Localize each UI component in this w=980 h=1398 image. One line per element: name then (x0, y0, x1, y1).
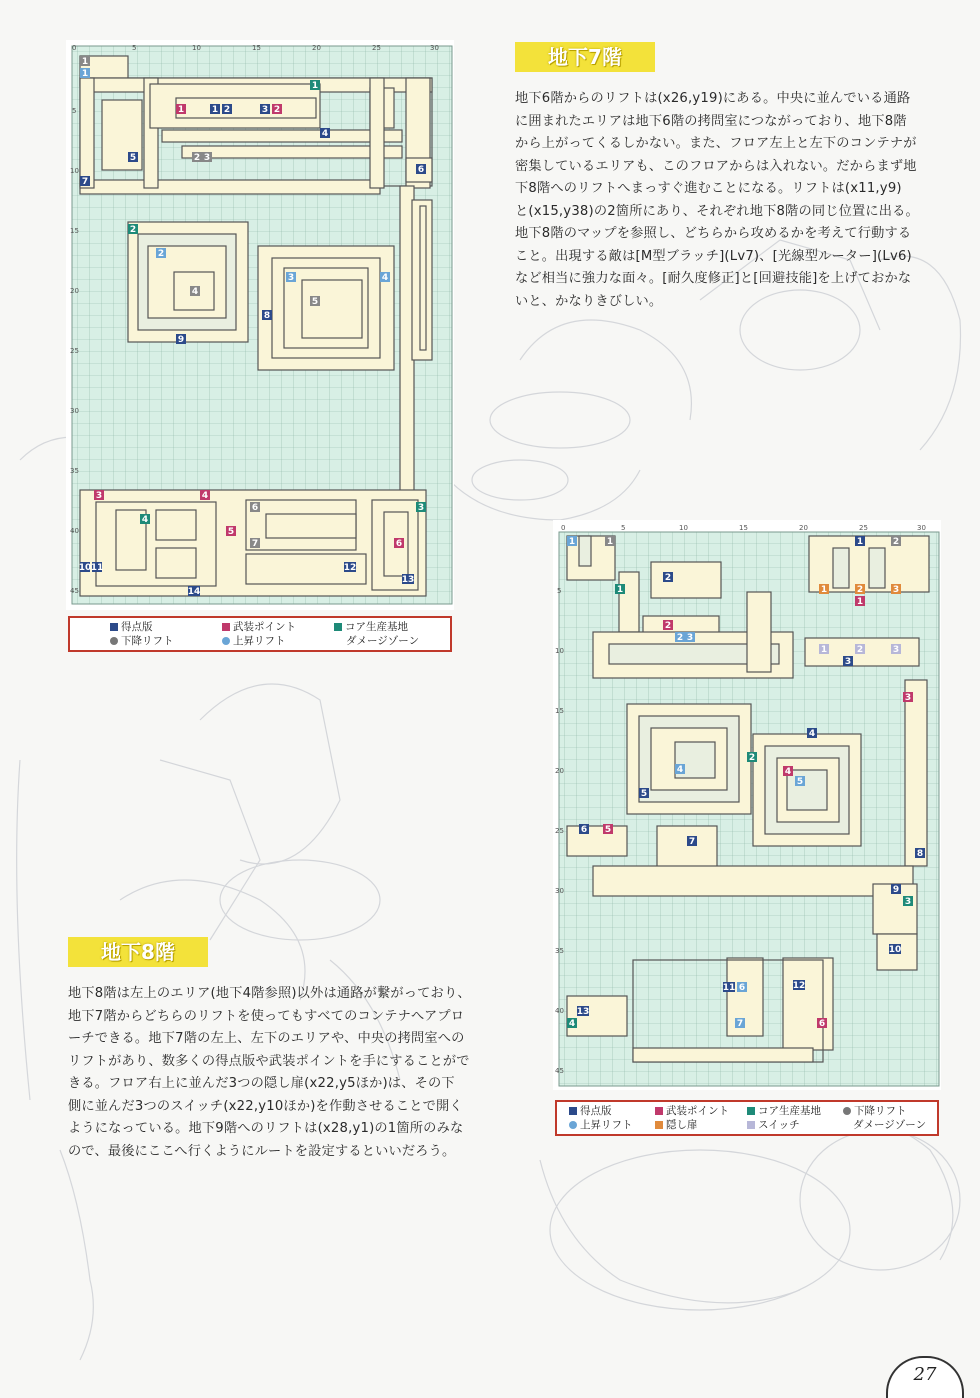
b7-body-text: 地下6階からのリフトは(x26,y19)にある。中央に並んでいる通路 に囲まれたエリアは地下6階の拷問室につながっており、地下8階 から上がってくるしかない。また、フロア左上と左下のコンテナが 密集しているエリアも、このフロアからは入れない。だからまず地 下8階へのリフトへまっすぐ進むことになる。リフトは(x11,y9) と(x15,y38)の2箇所にあり、それぞれ地下8階の同じ位置に出る。 地下8階のマップを参照し、どちらから攻めるかを考えて行動する こと。出現する敵は[M型ブラッチ](Lv7)、[光線型ルーター](Lv6) など相当に強力な面々。[耐久度修正]と[回避技能]を上げておかな いと、かなりきびしい。 (515, 91, 919, 309)
svg-text:2: 2 (748, 753, 756, 763)
svg-text:5: 5 (604, 825, 612, 835)
svg-text:2: 2 (157, 249, 165, 259)
b8-legend-item: 下降リフト (843, 1105, 907, 1118)
svg-text:35: 35 (70, 467, 79, 475)
svg-text:4: 4 (141, 515, 149, 525)
svg-text:1: 1 (606, 537, 614, 547)
b7-floor-map (66, 40, 454, 610)
b7-legend-item: 得点版 (110, 621, 153, 634)
svg-text:1: 1 (820, 585, 828, 595)
svg-text:25: 25 (372, 44, 381, 52)
svg-text:4: 4 (381, 273, 389, 283)
svg-text:5: 5 (640, 789, 648, 799)
hidden-door-icon (655, 1121, 663, 1129)
svg-text:6: 6 (251, 503, 259, 513)
svg-text:5: 5 (311, 297, 319, 307)
svg-text:4: 4 (784, 767, 792, 777)
svg-text:5: 5 (796, 777, 804, 787)
svg-text:3: 3 (844, 657, 852, 667)
svg-text:5: 5 (557, 587, 562, 595)
svg-text:30: 30 (917, 524, 926, 532)
svg-text:2: 2 (273, 105, 281, 115)
svg-text:7: 7 (251, 539, 259, 549)
svg-text:2: 2 (676, 633, 684, 643)
b8-floor-map (553, 520, 941, 1090)
svg-text:2: 2 (129, 225, 137, 235)
svg-text:15: 15 (739, 524, 748, 532)
svg-text:2: 2 (664, 573, 672, 583)
svg-text:2: 2 (664, 621, 672, 631)
b8-legend-item: スイッチ (747, 1119, 800, 1132)
svg-text:1: 1 (177, 105, 185, 115)
b7-legend-item: コア生産基地 (334, 621, 408, 634)
svg-text:40: 40 (555, 1007, 564, 1015)
svg-text:10: 10 (70, 167, 79, 175)
svg-text:30: 30 (430, 44, 439, 52)
svg-text:20: 20 (70, 287, 79, 295)
b8-legend-item: コア生産基地 (747, 1105, 821, 1118)
svg-text:2: 2 (892, 537, 900, 547)
svg-text:25: 25 (859, 524, 868, 532)
svg-text:1: 1 (81, 69, 89, 79)
svg-text:20: 20 (555, 767, 564, 775)
svg-text:3: 3 (261, 105, 269, 115)
core-base-icon (334, 623, 342, 631)
svg-text:7: 7 (736, 1019, 744, 1029)
svg-text:13: 13 (576, 1007, 590, 1017)
b7-legend (68, 616, 452, 652)
svg-text:5: 5 (621, 524, 626, 532)
score-board-icon (569, 1107, 577, 1115)
b7-legend-item: 武装ポイント (222, 621, 296, 634)
b8-legend-item: ダメージゾーン (853, 1119, 927, 1131)
svg-text:9: 9 (892, 885, 900, 895)
svg-text:6: 6 (580, 825, 588, 835)
svg-text:11: 11 (90, 563, 104, 573)
up-lift-icon (222, 637, 230, 645)
up-lift-icon (569, 1121, 577, 1129)
svg-text:45: 45 (555, 1067, 564, 1075)
svg-text:20: 20 (799, 524, 808, 532)
svg-text:30: 30 (555, 887, 564, 895)
svg-text:5: 5 (227, 527, 235, 537)
svg-text:1: 1 (568, 537, 576, 547)
svg-text:8: 8 (263, 311, 271, 321)
svg-text:15: 15 (70, 227, 79, 235)
svg-text:4: 4 (321, 129, 329, 139)
svg-text:15: 15 (555, 707, 564, 715)
svg-text:3: 3 (95, 491, 103, 501)
score-board-icon (110, 623, 118, 631)
svg-text:1: 1 (616, 585, 624, 595)
svg-text:4: 4 (191, 287, 199, 297)
svg-text:15: 15 (252, 44, 261, 52)
svg-text:2: 2 (193, 153, 201, 163)
svg-text:45: 45 (70, 587, 79, 595)
svg-text:4: 4 (808, 729, 816, 739)
weapon-point-icon (655, 1107, 663, 1115)
b8-legend-item: 武装ポイント (655, 1105, 729, 1118)
svg-text:3: 3 (892, 585, 900, 595)
svg-text:5: 5 (132, 44, 137, 52)
b8-legend-item: 上昇リフト (569, 1119, 633, 1132)
switch-icon (747, 1121, 755, 1129)
down-lift-icon (110, 637, 118, 645)
core-base-icon (747, 1107, 755, 1115)
svg-text:10: 10 (555, 647, 564, 655)
svg-text:6: 6 (417, 165, 425, 175)
svg-text:1: 1 (211, 105, 219, 115)
svg-text:3: 3 (686, 633, 694, 643)
svg-text:1: 1 (311, 81, 319, 91)
svg-text:1: 1 (856, 597, 864, 607)
svg-text:1: 1 (81, 57, 89, 67)
svg-text:3: 3 (417, 503, 425, 513)
svg-text:13: 13 (401, 575, 415, 585)
svg-text:10: 10 (78, 563, 92, 573)
svg-text:12: 12 (343, 563, 357, 573)
page-number: 27 (886, 1356, 964, 1398)
b8-heading: 地下8階 (68, 937, 208, 967)
svg-text:40: 40 (70, 527, 79, 535)
b7-heading: 地下7階 (515, 42, 655, 72)
svg-text:4: 4 (568, 1019, 576, 1029)
svg-text:4: 4 (676, 765, 684, 775)
svg-text:2: 2 (223, 105, 231, 115)
b7-legend-item: ダメージゾーン (346, 635, 420, 647)
svg-text:2: 2 (856, 645, 864, 655)
down-lift-icon (843, 1107, 851, 1115)
svg-text:7: 7 (688, 837, 696, 847)
svg-text:10: 10 (192, 44, 201, 52)
b7-legend-item: 下降リフト (110, 635, 174, 648)
b8-legend (555, 1100, 939, 1136)
b8-body-text: 地下8階は左上のエリア(地下4階参照)以外は通路が繋がっており、 地下7階からどちらのリフトを使ってもすべてのコンテナへアプロ ーチできる。地下7階の左上、左下のエリアや、中央の拷問室への リフトがあり、数多くの得点版や武装ポイントを手にすることがで きる。フロア右上に並んだ3つの隠し扉(x22,y5ほか)は、その下 側に並んだ3つのスイッチ(x22,y10ほか)を作動させることで開く ようになっている。地下9階へのリフトは(x28,y1)の1箇所のみな ので、最後にここへ行くようにルートを設定するといいだろう。 (68, 986, 471, 1159)
svg-text:25: 25 (70, 347, 79, 355)
svg-text:6: 6 (738, 983, 746, 993)
svg-text:20: 20 (312, 44, 321, 52)
weapon-point-icon (222, 623, 230, 631)
svg-text:0: 0 (72, 44, 77, 52)
svg-text:0: 0 (561, 524, 566, 532)
svg-text:7: 7 (81, 177, 89, 187)
svg-text:1: 1 (856, 537, 864, 547)
svg-text:3: 3 (904, 897, 912, 907)
svg-text:3: 3 (203, 153, 211, 163)
svg-text:14: 14 (187, 587, 201, 597)
svg-text:10: 10 (888, 945, 902, 955)
svg-text:25: 25 (555, 827, 564, 835)
svg-text:5: 5 (129, 153, 137, 163)
svg-text:8: 8 (916, 849, 924, 859)
svg-text:5: 5 (72, 107, 77, 115)
svg-text:3: 3 (892, 645, 900, 655)
b8-legend-item: 隠し扉 (655, 1119, 698, 1132)
svg-text:1: 1 (820, 645, 828, 655)
svg-text:6: 6 (395, 539, 403, 549)
svg-text:2: 2 (856, 585, 864, 595)
svg-text:12: 12 (792, 981, 806, 991)
svg-text:9: 9 (177, 335, 185, 345)
svg-text:11: 11 (722, 983, 736, 993)
svg-text:6: 6 (818, 1019, 826, 1029)
b7-legend-item: 上昇リフト (222, 635, 286, 648)
svg-text:3: 3 (904, 693, 912, 703)
svg-text:3: 3 (287, 273, 295, 283)
svg-text:4: 4 (201, 491, 209, 501)
svg-text:30: 30 (70, 407, 79, 415)
b8-legend-item: 得点版 (569, 1105, 612, 1118)
svg-text:10: 10 (679, 524, 688, 532)
svg-text:35: 35 (555, 947, 564, 955)
